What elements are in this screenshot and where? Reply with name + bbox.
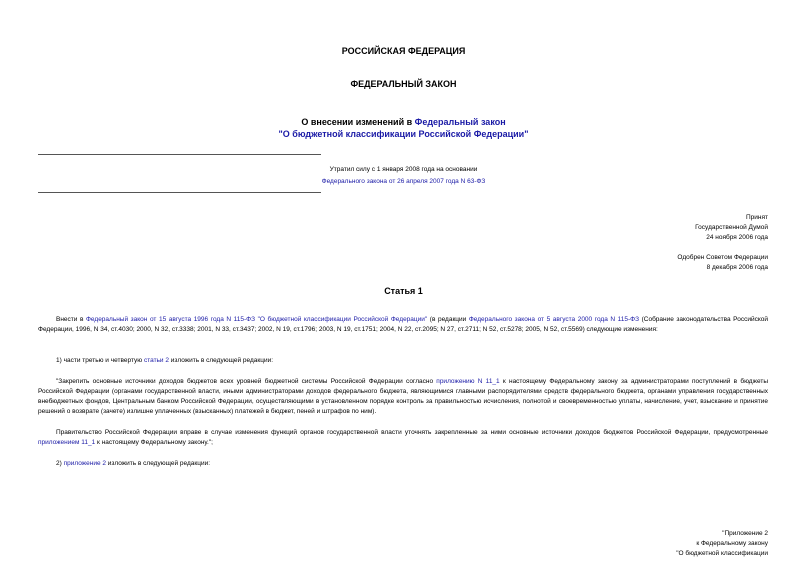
status-line: Утратил силу с 1 января 2008 года на основании [329, 166, 478, 173]
item2-text-b: изложить в следующей редакции: [106, 460, 211, 467]
adoption-block [468, 213, 768, 273]
intro-text-3: (Собрание законодательства Российской Федерации, 1996, N 34, ст.4030; 2000, N 32, ст.3338; 2001, N 33, ст.3437; 2002, N 19, ст.1796; 2003, N 19, ст.1751; 2004, N 22, ст.2095; N 27, ст.2711; N 52, ст.5278; 2005, N 52, ст.5569) следующие изменения: [38, 316, 768, 333]
law-115-link[interactable]: Федеральный закон от 15 августа 1996 года N 115-ФЗ "О бюджетной классификации Российской Федерации" [85, 316, 428, 323]
quote2-text-a: Правительство Российской Федерации вправе в случае изменения функций органов государственной власти уточнять закрепленные за ними основные источники доходов бюджетов Российской Федерации, предусмотренные [56, 429, 768, 436]
appendix-2-link[interactable]: приложение 2 [63, 460, 106, 467]
article-heading: Статья 1 [384, 286, 423, 296]
law-title [0, 117, 807, 127]
intro-text-1: Внести в [56, 316, 86, 323]
appendix-11-1-link-2[interactable]: приложением 11_1 [38, 439, 96, 446]
law-2000-link[interactable]: Федерального закона от 5 августа 2000 года N 115-ФЗ [468, 316, 640, 323]
accepted-line3: 24 ноября 2006 года [706, 234, 768, 241]
quote1-text-b: к настоящему Федеральному закону за администраторами поступлений в бюджеты Российской Федерации (органами государственной власти, иными администраторами доходов федерального бюджета, являющимися главными распорядителями средств федерального бюджета, органами управления государственных внебюджетных фондов, Центральным банком Российской Федерации, осуществляющими в установленном порядке контроль за правильностью исчисления, полнотой и своевременностью уплаты, начисление, учет, взыскание и принятие решений о возврате (зачете) излишне уплаченных (взысканных) платежей в бюджет, пеней и штрафов по ним). [38, 378, 768, 415]
appendix-11-1-link[interactable]: приложению N 11_1 [436, 378, 500, 385]
item1-text-a: 1) части третью и четвертую [56, 357, 144, 364]
item2-text-a: 2) [56, 460, 64, 467]
status-link-line [0, 177, 807, 187]
approved-line2: 8 декабря 2006 года [706, 264, 768, 271]
appendix-header [468, 529, 768, 559]
federal-law-link[interactable]: Федеральный закон [414, 117, 506, 127]
repeal-law-link[interactable]: Федерального закона от 26 апреля 2007 года N 63-ФЗ [321, 178, 486, 185]
approved-line1: Одобрен Советом Федерации [677, 254, 768, 261]
intro-text-2: (в редакции [427, 316, 469, 323]
law-title-line2 [0, 129, 807, 139]
quote1-text-a: "Закрепить основные источники доходов бюджетов всех уровней бюджетной системы Российской Федерации согласно [56, 378, 437, 385]
appendix-line1: "Приложение 2 [722, 530, 768, 537]
divider-bottom [38, 192, 321, 193]
item-2 [38, 459, 768, 469]
item1-text-b: изложить в следующей редакции: [168, 357, 274, 364]
appendix-line3: "О бюджетной классификации [676, 550, 768, 557]
quote-paragraph-1 [38, 377, 768, 417]
budget-classification-link[interactable]: "О бюджетной классификации Российской Федерации" [278, 129, 529, 139]
doc-type-heading: ФЕДЕРАЛЬНЫЙ ЗАКОН [350, 79, 457, 89]
title-prefix: О внесении изменений в [301, 117, 415, 127]
accepted-line1: Принят [745, 214, 768, 221]
article-2-link[interactable]: статьи 2 [143, 357, 169, 364]
quote2-text-b: к настоящему Федеральному закону."; [95, 439, 213, 446]
accepted-line2: Государственной Думой [695, 224, 768, 231]
item-1 [38, 356, 768, 366]
divider-top [38, 154, 321, 155]
appendix-line2: к Федеральному закону [696, 540, 768, 547]
country-heading: РОССИЙСКАЯ ФЕДЕРАЦИЯ [341, 46, 466, 56]
intro-paragraph [38, 315, 768, 335]
quote-paragraph-2 [38, 428, 768, 448]
